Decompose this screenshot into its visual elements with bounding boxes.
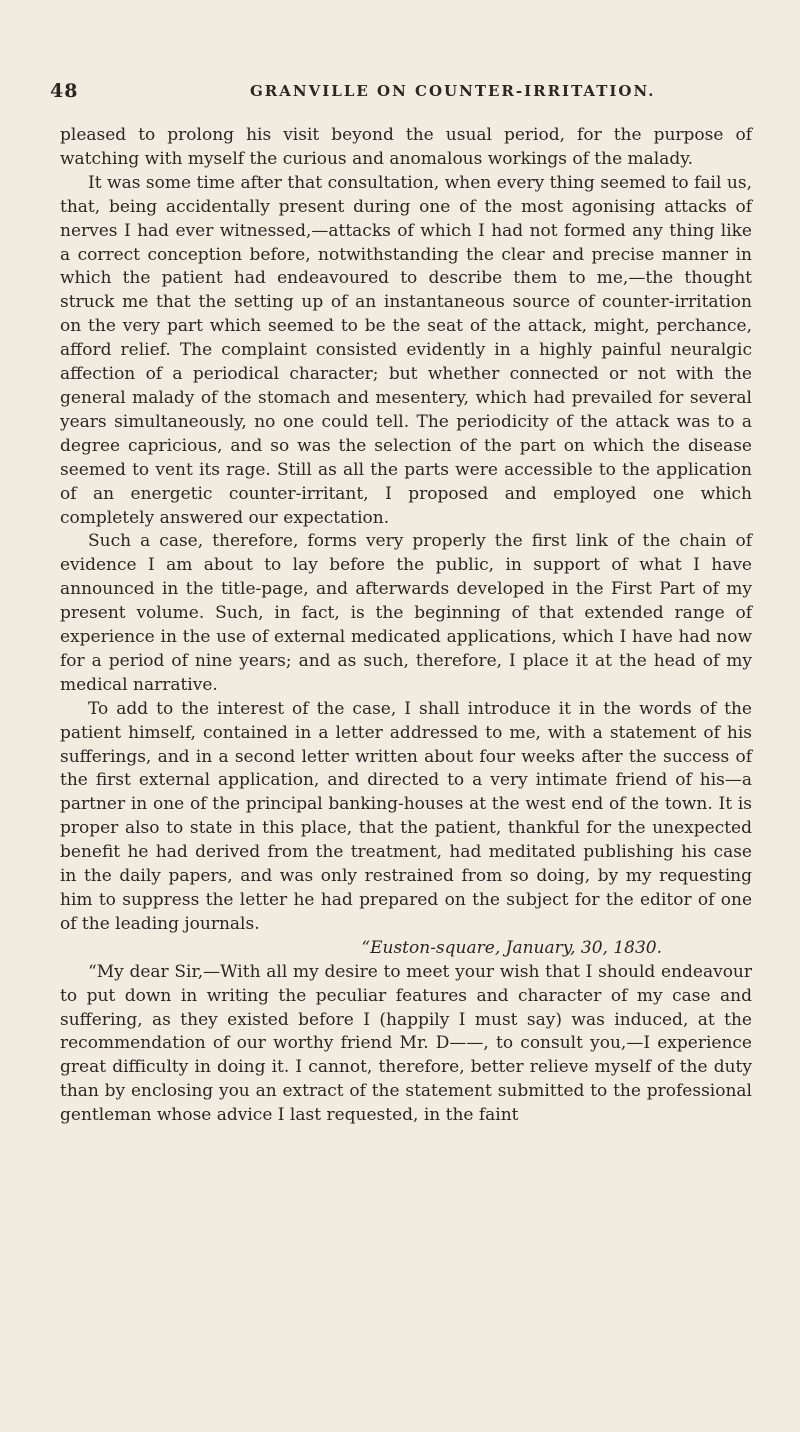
body-text <box>60 124 752 1128</box>
letter-text: “My dear Sir,—With all my desire to meet your wish that I should endeavour to put down in writing the peculiar features and character of my case and suffering, as they existed before I (happily I must say) was induced, at the recommendation of our worthy friend Mr. D——, to consult you,—I experience great difficulty in doing it. I cannot, therefore, better relieve myself of the duty than by enclosing you an extract of the statement submitted to the professional gentleman whose advice I last requested, in the faint <box>60 961 752 1126</box>
paragraph: It was some time after that consultation, when every thing seemed to fail us, that, being accidentally present during one of the most agonising attacks of nerves I had ever witnessed,—attacks of which I had not formed any thing like a correct conception before, notwithstanding the clear and precise manner in which the patient had endeavoured to describe them to me,—the thought struck me that the setting up of an instantaneous source of counter-irritation on the very part which seemed to be the seat of the attack, might, perchance, afford relief. The complaint consisted evidently in a highly painful neuralgic affection of a periodical character; but whether connected or not with the general malady of the stomach and mesentery, which had prevailed for several years simultaneously, no one could tell. The periodicity of the attack was to a degree capricious, and so was the selection of the part on which the disease seemed to vent its rage. Still as all the parts were accessible to the application of an energetic counter-irritant, I proposed and employed one which completely answered our expectation. <box>60 172 752 528</box>
paragraph: To add to the interest of the case, I shall introduce it in the words of the patient himself, contained in a letter addressed to me, with a statement of his sufferings, and in a second letter written about four weeks after the success of the first external application, and directed to a very intimate friend of his—a partner in one of the principal banking-houses at the west end of the town. It is proper also to state in this place, that the patient, thankful for the unexpected benefit he had derived from the treatment, had meditated publishing his case in the daily papers, and was only restrained from so doing, by my requesting him to suppress the letter he had prepared on the subject for the editor of one of the leading journals. <box>60 698 752 934</box>
running-title: GRANVILLE ON COUNTER-IRRITATION. <box>250 82 656 100</box>
paragraph: pleased to prolong his visit beyond the usual period, for the purpose of watching with myself the curious and anomalous workings of the malady. <box>60 125 752 169</box>
letter-dateline: “Euston-square, January, 30, 1830. <box>361 937 662 958</box>
page-number: 48 <box>50 80 79 102</box>
paragraph: Such a case, therefore, forms very properly the first link of the chain of evidence I am about to lay before the public, in support of what I have announced in the title-page, and afterwards developed in the First Part of my present volume. Such, in fact, is the beginning of that extended range of experience in the use of external medicated applications, which I have had now for a period of nine years; and as such, therefore, I place it at the head of my medical narrative. <box>60 531 752 695</box>
page-header <box>50 80 750 106</box>
